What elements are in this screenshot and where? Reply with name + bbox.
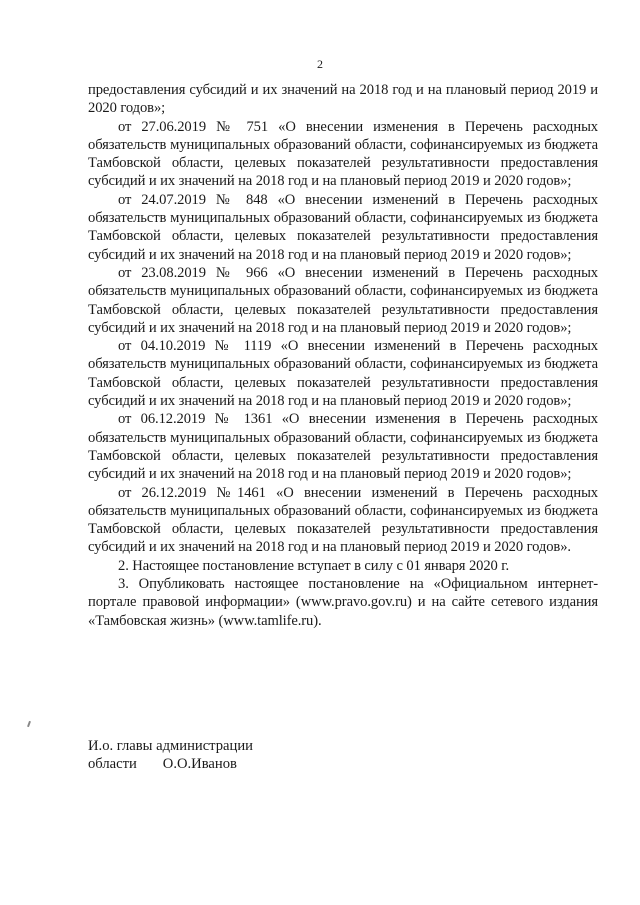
paragraph-decree-1119: от 04.10.2019 № 1119 «О внесении изменений в Перечень расходных обязательств муниципальных образований области, софинансируемых из бюджета Тамбовской области, целевых показателей результативности предоставления субсидий и их значений на 2018 год и на плановый период 2019 и 2020 годов»; (88, 338, 598, 410)
paragraph-decree-966: от 23.08.2019 № 966 «О внесении изменений в Перечень расходных обязательств муниципальных образований области, софинансируемых из бюджета Тамбовской области, целевых показателей результативности предоставления субсидий и их значений на 2018 год и на плановый период 2019 и 2020 годов»; (88, 264, 598, 336)
document-body (88, 81, 598, 630)
signature-line2 (88, 755, 253, 773)
paragraph-decree-848: от 24.07.2019 № 848 «О внесении изменений в Перечень расходных обязательств муниципальных образований области, софинансируемых из бюджета Тамбовской области, целевых показателей результативности предоставления субсидий и их значений на 2018 год и на плановый период 2019 и 2020 годов»; (88, 191, 598, 263)
signature-name: О.О.Иванов (162, 756, 237, 772)
signature-position-line2: области (88, 756, 137, 772)
page-number: 2 (317, 57, 323, 71)
paragraph-decree-1461: от 26.12.2019 №1461 «О внесении изменений в Перечень расходных обязательств муниципальных образований области, софинансируемых из бюджета Тамбовской области, целевых показателей результативности предоставления субсидий и их значений на 2018 год и на плановый период 2019 и 2020 годов». (88, 484, 598, 556)
paragraph-decree-1361: от 06.12.2019 № 1361 «О внесении изменения в Перечень расходных обязательств муниципальных образований области, софинансируемых из бюджета Тамбовской области, целевых показателей результативности предоставления субсидий и их значений на 2018 год и на плановый период 2019 и 2020 годов»; (88, 411, 598, 483)
paragraph-continuation: предоставления субсидий и их значений на 2018 год и на плановый период 2019 и 2020 годов»; (88, 82, 598, 117)
signature-position-line1: И.о. главы администрации (88, 738, 253, 754)
signature-block (88, 737, 253, 773)
paragraph-decree-751: от 27.06.2019 № 751 «О внесении изменения в Перечень расходных обязательств муниципальных образований области, софинансируемых из бюджета Тамбовской области, целевых показателей результативности предоставления субсидий и их значений на 2018 год и на плановый период 2019 и 2020 годов»; (88, 118, 598, 190)
scan-artifact (27, 721, 31, 727)
paragraph-item-3: 3. Опубликовать настоящее постановление на «Официальном интернет-портале правовой информации» (www.pravo.gov.ru) и на сайте сетевого издания «Тамбовская жизнь» (www.tamlife.ru). (88, 576, 598, 629)
paragraph-item-2: 2. Настоящее постановление вступает в силу с 01 января 2020 г. (118, 557, 510, 574)
